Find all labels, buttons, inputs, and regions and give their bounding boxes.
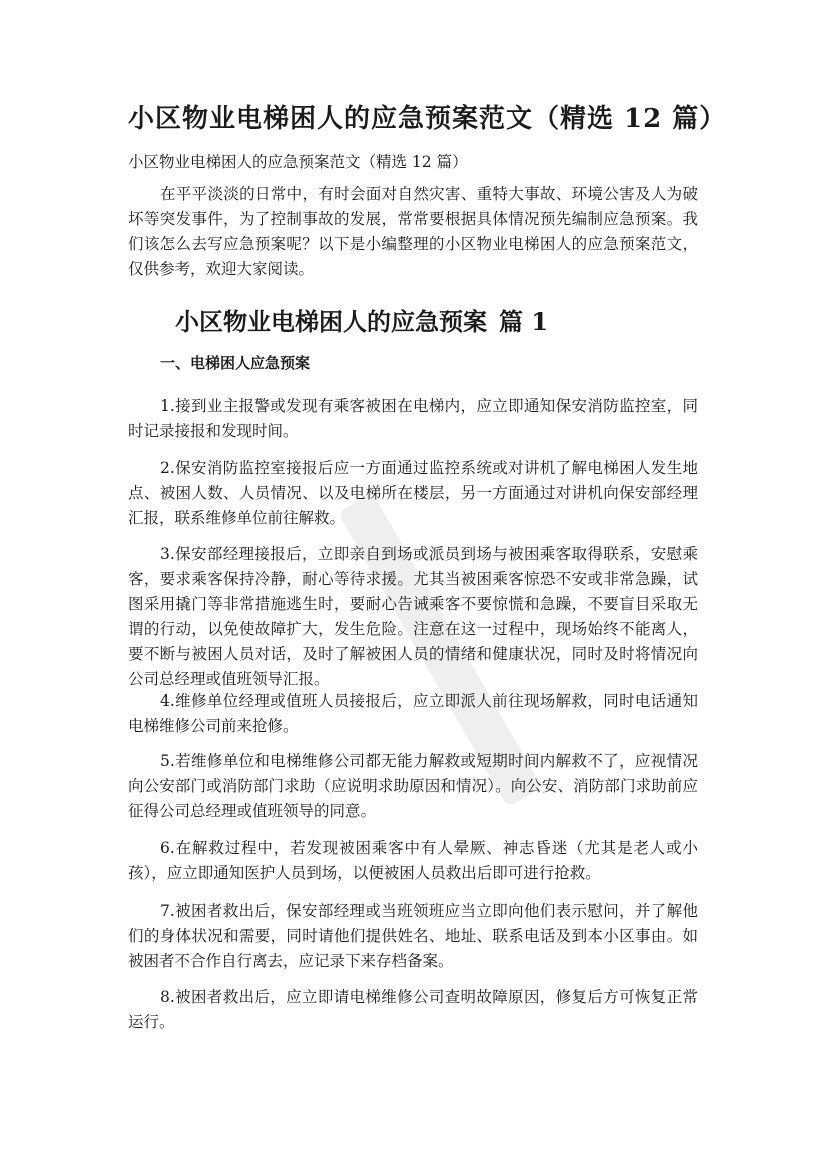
list-item: 2.保安消防监控室接报后应一方面通过监控系统或对讲机了解电梯困人发生地点、被困人数、人员情况、以及电梯所在楼层，另一方面通过对讲机向保安部经理汇报，联系维修单位前往解救。 (128, 459, 698, 527)
list-item: 6.在解救过程中，若发现被困乘客中有人晕厥、神志昏迷（尤其是老人或小孩），应立即通知医护人员到场，以便被困人员救出后即可进行抢救。 (128, 839, 698, 882)
list-item: 5.若维修单位和电梯维修公司都无能力解救或短期时间内解救不了，应视情况向公安部门或消防部门求助（应说明求助原因和情况）。向公安、消防部门求助前应征得公司总经理或值班领导的同意。 (128, 752, 698, 820)
list-item: 1.接到业主报警或发现有乘客被困在电梯内，应立即通知保安消防监控室，同时记录接报和发现时间。 (128, 397, 698, 440)
document-subtitle: 小区物业电梯困人的应急预案范文（精选 12 篇） (128, 153, 468, 171)
section-subheading: 一、电梯困人应急预案 (160, 354, 311, 372)
section-title (175, 302, 548, 337)
section-label: 篇 1 (499, 307, 549, 336)
intro-paragraph: 在平平淡淡的日常中，有时会面对自然灾害、重特大事故、环境公害及人为破坏等突发事件，为了控制事故的发展，常常要根据具体情况预先编制应急预案。我们该怎么去写应急预案呢？以下是小编整理的小区物业电梯困人的应急预案范文，仅供参考，欢迎大家阅读。 (128, 185, 698, 278)
page-title: 小区物业电梯困人的应急预案范文（精选 12 篇） (128, 104, 727, 134)
list-item: 4.维修单位经理或值班人员接报后，应立即派人前往现场解救，同时电话通知电梯维修公司前来抢修。 (128, 692, 698, 735)
list-item: 3.保安部经理接报后，立即亲自到场或派员到场与被困乘客取得联系，安慰乘客，要求乘客保持冷静，耐心等待求援。尤其当被困乘客惊恐不安或非常急躁，试图采用撬门等非常措施逃生时，要耐心告诫乘客不要惊慌和急躁，不要盲目采取无谓的行动，以免使故障扩大，发生危险。注意在这一过程中，现场始终不能离人，要不断与被困人员对话，及时了解被困人员的情绪和健康状况，同时及时将情况向公司总经理或值班领导汇报。 (128, 545, 698, 688)
section-title-text: 小区物业电梯困人的应急预案 (175, 307, 487, 336)
list-item: 8.被困者救出后，应立即请电梯维修公司查明故障原因，修复后方可恢复正常运行。 (128, 988, 698, 1031)
list-item: 7.被困者救出后，保安部经理或当班领班应当立即向他们表示慰问，并了解他们的身体状况和需要，同时请他们提供姓名、地址、联系电话及到本小区事由。如被困者不合作自行离去，应记录下来存档备案。 (128, 902, 698, 970)
